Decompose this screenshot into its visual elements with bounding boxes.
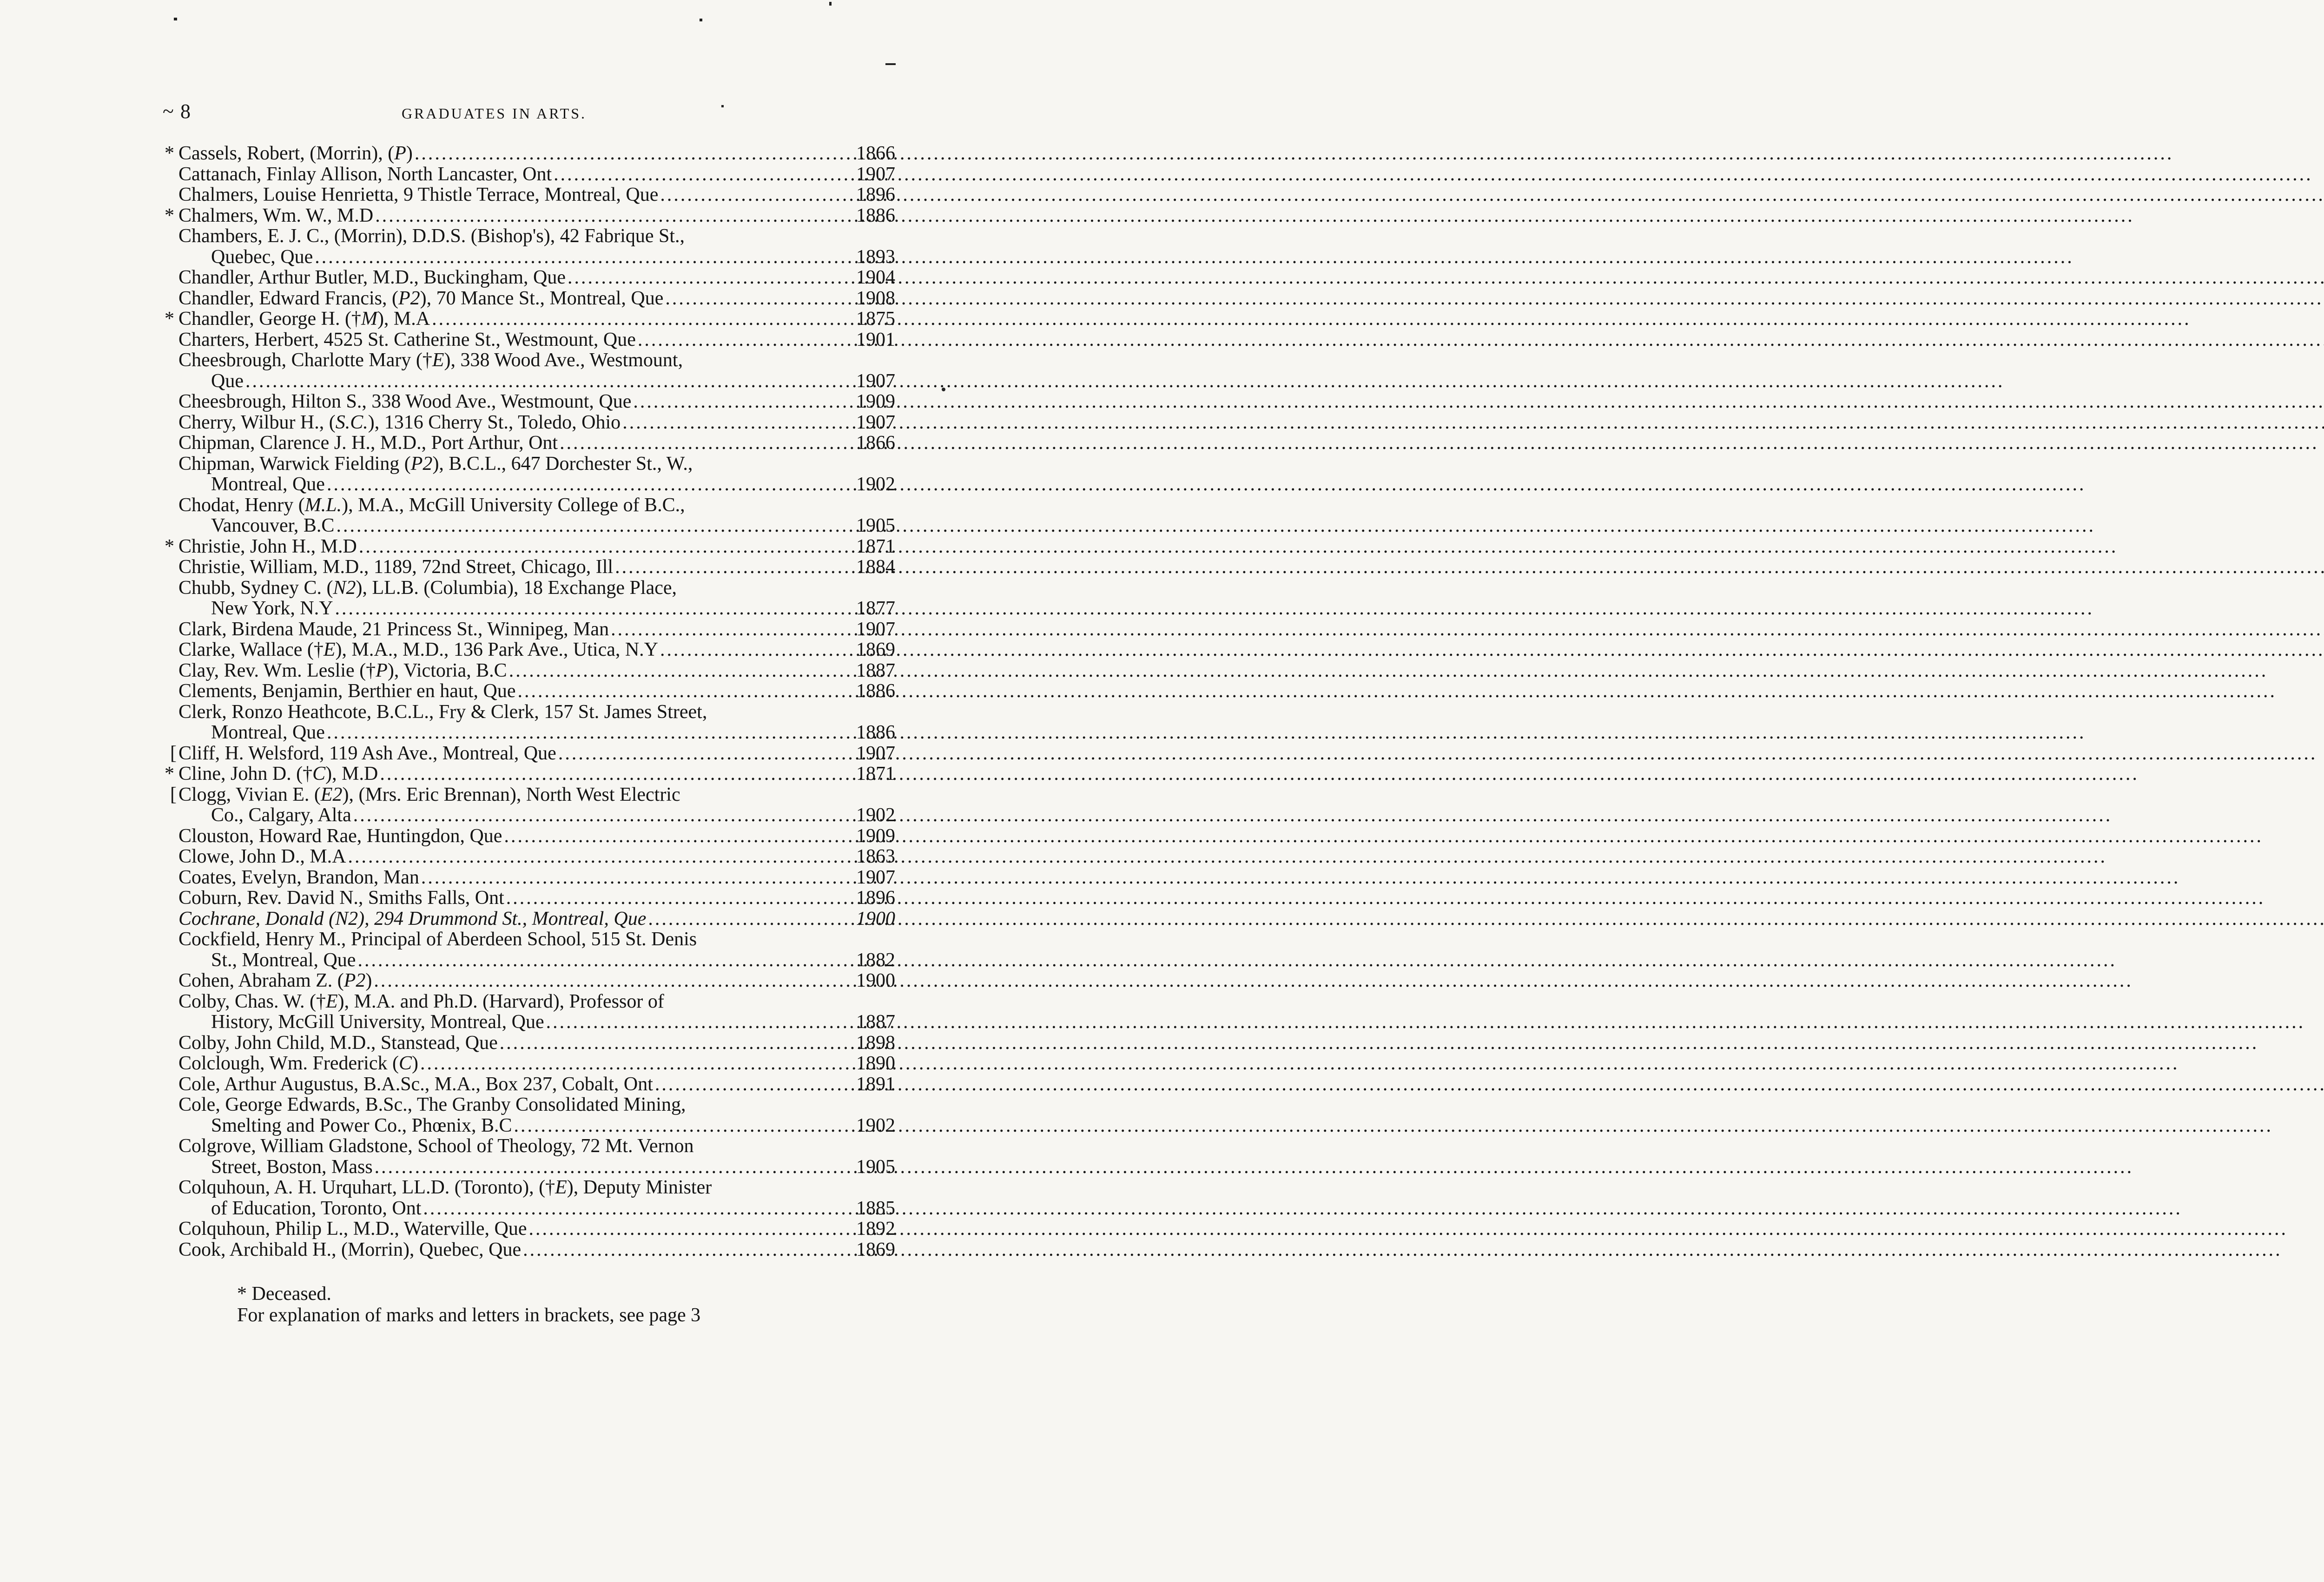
entry-line [165, 308, 895, 330]
graduate-entry [178, 618, 895, 640]
entry-text: Clowe, John D., M.A [178, 846, 346, 867]
entry-line [178, 391, 895, 412]
leader-dots [558, 743, 854, 764]
entry-continuation-line [178, 1114, 895, 1136]
entry-line [170, 784, 892, 805]
entry-line [178, 1073, 895, 1095]
graduation-year: 1887 [856, 659, 895, 681]
graduate-entry [178, 1218, 895, 1239]
entry-line [165, 535, 895, 557]
entry-line [178, 226, 892, 247]
entry-text: Colby, Chas. W. (†E), M.A. and Ph.D. (Harvard), Professor of [178, 990, 664, 1012]
entry-text: Cole, Arthur Augustus, B.A.Sc., M.A., Box 237, Cobalt, Ont [178, 1073, 653, 1095]
deceased-marker: * [165, 143, 174, 164]
entry-text: Clarke, Wallace (†E), M.A., M.D., 136 Park Ave., Utica, N.Y [178, 639, 659, 660]
leader-dots [660, 639, 854, 660]
leader-dots [353, 805, 854, 826]
graduate-entry [178, 659, 895, 681]
entry-continuation-line [178, 804, 895, 826]
graduation-year: 1900 [856, 970, 895, 991]
entry-line [178, 350, 892, 371]
entry-continuation-line [178, 474, 895, 495]
leader-dots [380, 764, 854, 784]
entry-text: St., Montreal, Que [211, 949, 356, 971]
entry-text: Clay, Rev. Wm. Leslie (†P), Victoria, B.C [178, 659, 507, 681]
leader-dots [375, 1157, 854, 1178]
graduate-entry [178, 929, 895, 971]
entry-line [178, 866, 895, 888]
graduate-entry [170, 784, 895, 826]
graduate-entry [178, 267, 895, 288]
graduation-year: 1907 [856, 866, 895, 888]
entry-text: Cherry, Wilbur H., (S.C.), 1316 Cherry St., Toledo, Ohio [178, 411, 621, 433]
entry-text: Colclough, Wm. Frederick (C) [178, 1053, 418, 1074]
entry-line [178, 846, 895, 867]
graduate-entry [178, 453, 895, 495]
entry-text: Vancouver, B.C [211, 515, 335, 536]
entry-text: of Education, Toronto, Ont [211, 1197, 422, 1219]
graduation-year: 1905 [856, 515, 895, 536]
entry-text: Coates, Evelyn, Brandon, Man [178, 866, 419, 888]
graduation-year: 1877 [856, 598, 895, 619]
graduation-year: 1901 [856, 329, 895, 350]
leader-dots [500, 1033, 854, 1054]
graduate-entry [178, 866, 895, 888]
entry-text: Cole, George Edwards, B.Sc., The Granby Consolidated Mining, [178, 1094, 686, 1115]
leader-dots [415, 143, 854, 164]
entry-text: Clogg, Vivian E. (E2), (Mrs. Eric Brennan), North West Electric [178, 784, 680, 805]
graduate-entry [178, 163, 895, 185]
entry-text: Chipman, Clarence J. H., M.D., Port Arthur, Ont [178, 432, 558, 454]
entry-line [178, 329, 895, 350]
graduate-entry [178, 1094, 895, 1136]
graduation-year: 1898 [856, 1032, 895, 1054]
footnote-explanation: For explanation of marks and letters in brackets, see page 3 [237, 1305, 701, 1326]
entry-line [178, 1177, 892, 1198]
leader-dots [245, 371, 854, 392]
leader-dots [348, 846, 854, 867]
leader-dots [509, 660, 854, 681]
graduation-year: 1875 [856, 308, 895, 330]
page-mark: ~ [163, 100, 174, 123]
graduate-entry [178, 1032, 895, 1054]
graduation-year: 1902 [856, 1114, 895, 1136]
entry-text: Chalmers, Louise Henrietta, 9 Thistle Terrace, Montreal, Que [178, 184, 659, 205]
entry-line [178, 432, 895, 454]
graduation-year: 1885 [856, 1197, 895, 1219]
entry-line [178, 495, 892, 516]
leader-dots [335, 598, 854, 619]
deceased-marker: * [165, 535, 174, 557]
deceased-marker: * [165, 763, 174, 784]
entry-line [178, 1136, 892, 1157]
entry-text: Colquhoun, Philip L., M.D., Waterville, Que [178, 1218, 527, 1239]
entry-text: Colby, John Child, M.D., Stanstead, Que [178, 1032, 498, 1054]
entry-continuation-line [178, 722, 895, 743]
graduate-entry [165, 308, 895, 330]
entry-text: Cheesbrough, Hilton S., 338 Wood Ave., Westmount, Que [178, 391, 632, 412]
graduation-year: 1900 [856, 908, 895, 929]
graduation-year: 1869 [856, 639, 895, 660]
entry-text: Clark, Birdena Maude, 21 Princess St., Winnipeg, Man [178, 618, 609, 640]
entry-line [178, 1032, 895, 1054]
leader-dots [327, 722, 854, 743]
graduate-entry [178, 184, 895, 205]
scan-speck [174, 18, 177, 20]
entry-line [178, 639, 895, 660]
graduation-year: 1902 [856, 804, 895, 826]
entry-text: Cline, John D. (†C), M.D [178, 763, 378, 784]
entry-text: Cliff, H. Welsford, 119 Ash Ave., Montreal, Que [178, 742, 556, 764]
entry-line [178, 908, 895, 929]
leader-dots [568, 267, 854, 288]
entry-line [170, 742, 895, 764]
entry-line [178, 991, 892, 1012]
entry-text: History, McGill University, Montreal, Que [211, 1011, 544, 1033]
entry-text: Co., Calgary, Alta [211, 804, 351, 826]
graduation-year: 1869 [856, 1239, 895, 1260]
entry-text: Christie, John H., M.D [178, 535, 357, 557]
graduate-entry [178, 846, 895, 867]
entry-text: Quebec, Que [211, 246, 313, 268]
entry-line [178, 1094, 892, 1115]
entry-continuation-line [178, 370, 895, 392]
leader-dots [517, 681, 854, 702]
book-page [0, 0, 988, 1582]
leader-dots [633, 391, 854, 412]
graduation-year: 1905 [856, 1156, 895, 1178]
graduate-entry [178, 494, 895, 536]
scan-speck [700, 19, 702, 21]
entry-text: Montreal, Que [211, 722, 325, 743]
entry-text: Street, Boston, Mass [211, 1156, 373, 1178]
leader-dots [622, 412, 854, 433]
graduation-year: 1871 [856, 763, 895, 784]
graduation-year: 1884 [856, 556, 895, 578]
entry-continuation-line [178, 1011, 895, 1033]
graduate-entry [178, 411, 895, 433]
graduate-entry [178, 639, 895, 660]
leader-dots [665, 288, 854, 309]
leader-dots [423, 1198, 854, 1219]
graduation-year: 1907 [856, 370, 895, 392]
graduate-entry [178, 1073, 895, 1095]
entry-text: Cheesbrough, Charlotte Mary (†E), 338 Wood Ave., Westmount, [178, 349, 683, 371]
entry-line [165, 143, 895, 164]
graduate-entry [165, 763, 895, 784]
entry-continuation-line [178, 949, 895, 971]
leader-dots [523, 1239, 854, 1260]
running-head: GRADUATES IN ARTS. [401, 105, 587, 122]
entry-line [178, 659, 895, 681]
entry-line [178, 618, 895, 640]
graduation-year: 1896 [856, 184, 895, 205]
entry-line [178, 1053, 895, 1074]
entry-text: Chubb, Sydney C. (N2), LL.B. (Columbia), 18 Exchange Place, [178, 577, 677, 599]
entry-line [178, 702, 892, 723]
entry-line [178, 825, 895, 847]
graduation-year: 1866 [856, 432, 895, 454]
entry-line [178, 454, 892, 475]
entry-text: Charters, Herbert, 4525 St. Catherine St., Westmount, Que [178, 329, 636, 350]
entry-text: Smelting and Power Co., Phœnix, B.C [211, 1114, 512, 1136]
entry-text: Coburn, Rev. David N., Smiths Falls, Ont [178, 887, 504, 909]
graduate-entry [178, 556, 895, 578]
entry-line [178, 184, 895, 205]
entry-continuation-line [178, 1197, 895, 1219]
graduate-entry [178, 329, 895, 350]
margin-bracket: [ [170, 784, 177, 805]
deceased-marker: * [165, 308, 174, 330]
entry-continuation-line [178, 515, 895, 536]
leader-dots [546, 1012, 854, 1033]
graduation-year: 1886 [856, 722, 895, 743]
graduate-entry [178, 225, 895, 268]
entry-line [178, 578, 892, 599]
leader-dots [315, 247, 854, 268]
margin-bracket: [ [170, 742, 177, 764]
leader-dots [374, 970, 854, 991]
leader-dots [357, 950, 854, 971]
entry-text: Clouston, Howard Rae, Huntingdon, Que [178, 825, 502, 847]
graduates-list [165, 143, 895, 1260]
entry-continuation-line [178, 598, 895, 619]
graduation-year: 1871 [856, 535, 895, 557]
graduation-year: 1892 [856, 1218, 895, 1239]
graduate-entry [178, 1239, 895, 1260]
entry-line [178, 163, 895, 185]
entry-text: Colquhoun, A. H. Urquhart, LL.D. (Toronto), (†E), Deputy Minister [178, 1177, 712, 1198]
entry-line [178, 887, 895, 909]
leader-dots [327, 474, 854, 495]
entry-text: Colgrove, William Gladstone, School of Theology, 72 Mt. Vernon [178, 1135, 694, 1157]
graduation-year: 1887 [856, 1011, 895, 1033]
leader-dots [420, 1053, 854, 1074]
entry-text: Christie, William, M.D., 1189, 72nd Street, Chicago, Ill [178, 556, 614, 578]
graduate-entry [178, 1135, 895, 1178]
deceased-marker: * [165, 204, 174, 226]
graduation-year: 1882 [856, 949, 895, 971]
entry-text: Chodat, Henry (M.L.), M.A., McGill University College of B.C., [178, 494, 685, 516]
entry-line [165, 204, 895, 226]
leader-dots [375, 205, 854, 226]
page-number: 8 [180, 100, 191, 123]
footnote-deceased: * Deceased. [237, 1283, 331, 1305]
leader-dots [648, 909, 854, 929]
entry-text: Cattanach, Finlay Allison, North Lancaster, Ont [178, 163, 552, 185]
graduation-year: 1890 [856, 1053, 895, 1074]
graduate-entry [165, 535, 895, 557]
graduate-entry [178, 1177, 895, 1219]
graduate-entry [178, 970, 895, 991]
leader-dots [655, 1074, 854, 1095]
graduate-entry [178, 887, 895, 909]
entry-text: Chandler, Edward Francis, (P2), 70 Mance St., Montreal, Que [178, 287, 664, 309]
entry-line [165, 763, 895, 784]
entry-continuation-line [178, 1156, 895, 1178]
leader-dots [660, 185, 854, 205]
entry-text: Clements, Benjamin, Berthier en haut, Que [178, 680, 516, 702]
leader-dots [560, 433, 854, 454]
leader-dots [514, 1115, 854, 1136]
graduate-entry [165, 143, 895, 164]
entry-line [178, 929, 892, 950]
entry-text: Chipman, Warwick Fielding (P2), B.C.L., 647 Dorchester St., W., [178, 453, 693, 475]
entry-text: Chalmers, Wm. W., M.D [178, 204, 374, 226]
entry-line [178, 287, 895, 309]
scan-speck [885, 63, 896, 65]
graduation-year: 1907 [856, 742, 895, 764]
graduate-entry [178, 680, 895, 702]
entry-line [178, 411, 895, 433]
entry-text: New York, N.Y [211, 598, 333, 619]
graduate-entry [178, 1053, 895, 1074]
graduate-entry [178, 577, 895, 619]
leader-dots [611, 619, 854, 640]
graduation-year: 1909 [856, 391, 895, 412]
graduation-year: 1863 [856, 846, 895, 867]
graduation-year: 1866 [856, 143, 895, 164]
leader-dots [359, 536, 854, 557]
leader-dots [336, 515, 854, 536]
entry-text: Cook, Archibald H., (Morrin), Quebec, Que [178, 1239, 522, 1260]
entry-text: Cockfield, Henry M., Principal of Aberdeen School, 515 St. Denis [178, 929, 697, 950]
graduation-year: 1896 [856, 887, 895, 909]
entry-text: Chandler, Arthur Butler, M.D., Buckingham, Que [178, 267, 566, 288]
leader-dots [421, 867, 854, 888]
entry-text: Que [211, 370, 244, 392]
graduation-year: 1891 [856, 1073, 895, 1095]
graduation-year: 1907 [856, 163, 895, 185]
graduate-entry [178, 701, 895, 743]
scan-speck [829, 2, 832, 6]
leader-dots [638, 330, 854, 350]
entry-text: Montreal, Que [211, 474, 325, 495]
entry-text: Clerk, Ronzo Heathcote, B.C.L., Fry & Clerk, 157 St. James Street, [178, 701, 707, 723]
entry-text: Chambers, E. J. C., (Morrin), D.D.S. (Bishop's), 42 Fabrique St., [178, 225, 685, 247]
graduate-entry [170, 742, 895, 764]
entry-line [178, 970, 895, 991]
graduation-year: 1908 [856, 287, 895, 309]
entry-line [178, 680, 895, 702]
leader-dots [554, 164, 854, 185]
graduation-year: 1907 [856, 411, 895, 433]
entry-line [178, 1239, 895, 1260]
graduate-entry [178, 391, 895, 412]
entry-continuation-line [178, 246, 895, 268]
graduate-entry [178, 908, 895, 929]
leader-dots [432, 309, 854, 330]
leader-dots [528, 1219, 854, 1239]
entry-text: Chandler, George H. (†M), M.A [178, 308, 430, 330]
graduate-entry [178, 990, 895, 1033]
graduation-year: 1909 [856, 825, 895, 847]
graduate-entry [178, 287, 895, 309]
entry-text: Cohen, Abraham Z. (P2) [178, 970, 372, 991]
graduate-entry [165, 204, 895, 226]
leader-dots [615, 557, 854, 578]
leader-dots [506, 888, 854, 909]
entry-text: Cochrane, Donald (N2), 294 Drummond St., Montreal, Que [178, 908, 647, 929]
entry-line [178, 267, 895, 288]
graduate-entry [178, 349, 895, 392]
graduation-year: 1904 [856, 267, 895, 288]
graduation-year: 1907 [856, 618, 895, 640]
graduation-year: 1886 [856, 204, 895, 226]
graduation-year: 1902 [856, 474, 895, 495]
graduate-entry [178, 825, 895, 847]
entry-line [178, 556, 895, 578]
graduation-year: 1886 [856, 680, 895, 702]
entry-text: Cassels, Robert, (Morrin), (P) [178, 143, 413, 164]
entry-line [178, 1218, 895, 1239]
graduate-entry [178, 432, 895, 454]
leader-dots [504, 826, 854, 847]
graduation-year: 1893 [856, 246, 895, 268]
